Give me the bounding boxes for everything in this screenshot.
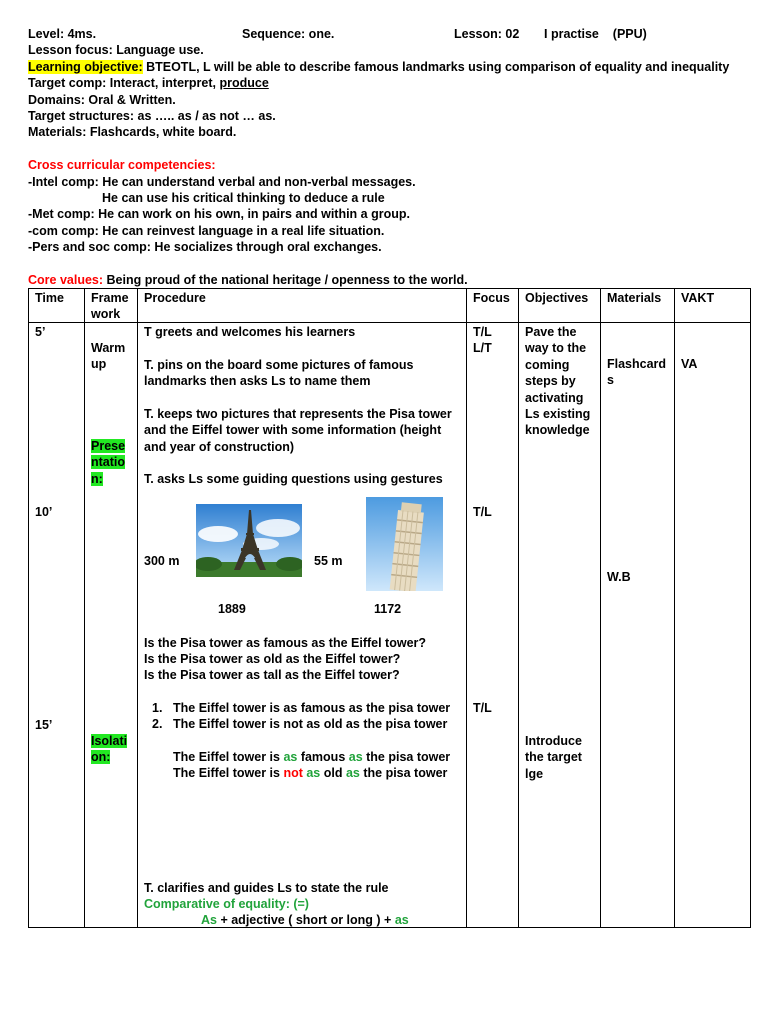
material-whiteboard: W.B (607, 570, 631, 584)
focus-tl: T/L (473, 325, 492, 339)
eiffel-height: 300 m (144, 554, 180, 568)
frame-isolation: Isolation: (91, 734, 128, 765)
table-header-row (29, 289, 751, 323)
frame-warm-up: Warm up (91, 341, 126, 372)
objective-introduce: Introduce the target lge (525, 734, 582, 781)
sentence-part: The Eiffel tower is (173, 750, 284, 764)
eiffel-year: 1889 (218, 602, 246, 616)
core-values-label: Core values: (28, 273, 104, 288)
lesson-focus: Lesson focus: Language use. (28, 43, 204, 58)
material-flashcards: Flashcards (607, 357, 667, 388)
sentence-part: the pisa tower (362, 750, 451, 764)
example-equality (173, 749, 450, 765)
learning-objective (28, 59, 748, 75)
answer-number: 1. (152, 701, 163, 715)
question-tall: Is the Pisa tower as tall as the Eiffel tower? (144, 668, 400, 682)
col-header-focus: Focus (467, 289, 519, 323)
time-cell (29, 323, 85, 928)
vakt-va: VA (681, 357, 698, 371)
procedure-pins: T. pins on the board some pictures of famous landmarks then asks Ls to name them (144, 358, 414, 389)
procedure-greet: T greets and welcomes his learners (144, 325, 356, 339)
frame-presentation: Presentation: (91, 439, 126, 486)
sentence-part: The Eiffel tower is (173, 766, 284, 780)
procedure-asks: T. asks Ls some guiding questions using gestures (144, 472, 443, 486)
objective-text: BTEOTL, L will be able to describe famous landmarks using comparison of equality and inequality (142, 59, 730, 74)
procedure-keeps: T. keeps two pictures that represents the Pisa tower and the Eiffel tower with some information (height and year of construction) (144, 407, 452, 454)
competency-line: -Pers and soc comp: He socializes through oral exchanges. (28, 240, 382, 255)
objectives-cell (519, 323, 601, 928)
example-inequality (173, 765, 447, 781)
eiffel-tower-picture (196, 504, 302, 577)
keyword-as: as (345, 766, 360, 780)
materials-cell (601, 323, 675, 928)
rule-title: Comparative of equality: (=) (144, 897, 309, 911)
rule-formula (201, 912, 409, 928)
competencies-title: Cross curricular competencies: (28, 158, 216, 173)
answer-number: 2. (152, 717, 163, 731)
competency-line: -Intel comp: He can understand verbal and non-verbal messages. (28, 174, 416, 189)
keyword-as: as (394, 913, 409, 927)
focus-lt: L/T (473, 341, 492, 355)
core-values-text: Being proud of the national heritage / openness to the world. (103, 273, 468, 288)
col-header-framework: Frame work (85, 289, 138, 323)
procedure-cell (138, 323, 467, 928)
col-header-vakt: VAKT (675, 289, 751, 323)
sequence-text: Sequence: one. (242, 27, 335, 41)
vakt-cell (675, 323, 751, 928)
focus-tl: T/L (473, 505, 492, 519)
answer-famous: The Eiffel tower is as famous as the pisa tower (173, 701, 451, 715)
col-header-time: Time (29, 289, 85, 323)
objective-pave-way: Pave the way to the coming steps by activating Ls existing knowledge (525, 325, 591, 438)
table-row (29, 323, 751, 928)
pisa-tower-picture (366, 497, 443, 591)
target-structures: Target structures: as ….. as / as not … as. (28, 109, 276, 124)
competency-line: He can use his critical thinking to deduce a rule (102, 191, 385, 206)
keyword-not: not (283, 766, 303, 780)
question-old: Is the Pisa tower as old as the Eiffel tower? (144, 652, 401, 666)
sentence-part: old (320, 766, 346, 780)
pisa-year: 1172 (374, 602, 402, 616)
sentence-part: the pisa tower (359, 766, 448, 780)
competency-line: -com comp: He can reinvest language in a real life situation. (28, 223, 385, 238)
target-comp-underlined: produce (219, 76, 269, 91)
sentence-part: famous (297, 750, 349, 764)
level-text: Level: 4ms. (28, 27, 97, 41)
objective-label: Learning objective: (28, 59, 143, 74)
practise-label: I practise (PPU) (544, 27, 647, 41)
focus-tl: T/L (473, 701, 492, 715)
pisa-height: 55 m (314, 554, 343, 568)
keyword-as: as (306, 766, 321, 780)
framework-cell (85, 323, 138, 928)
col-header-objectives: Objectives (519, 289, 601, 323)
time-10: 10’ (35, 505, 53, 519)
lesson-header (28, 26, 748, 288)
materials-line: Materials: Flashcards, white board. (28, 125, 237, 140)
answer-old: The Eiffel tower is not as old as the pisa tower (173, 717, 448, 731)
lesson-number: Lesson: 02 (454, 27, 520, 41)
time-5: 5’ (35, 325, 46, 339)
keyword-as: As (201, 913, 217, 927)
col-header-procedure: Procedure (138, 289, 467, 323)
keyword-as: as (348, 750, 363, 764)
target-comp-text: Target comp: Interact, interpret, (28, 76, 220, 91)
keyword-as: as (283, 750, 298, 764)
header-first-line (28, 26, 748, 42)
target-comp (28, 75, 748, 91)
focus-cell (467, 323, 519, 928)
competency-line: -Met comp: He can work on his own, in pairs and within a group. (28, 207, 410, 222)
question-famous: Is the Pisa tower as famous as the Eiffel tower? (144, 636, 427, 650)
procedure-clarify: T. clarifies and guides Ls to state the rule (144, 881, 389, 895)
time-15: 15’ (35, 718, 53, 732)
col-header-materials: Materials (601, 289, 675, 323)
core-values (28, 272, 748, 288)
rule-middle: + adjective ( short or long ) + (216, 913, 395, 927)
lesson-plan-table (28, 288, 751, 928)
domains: Domains: Oral & Written. (28, 92, 176, 107)
